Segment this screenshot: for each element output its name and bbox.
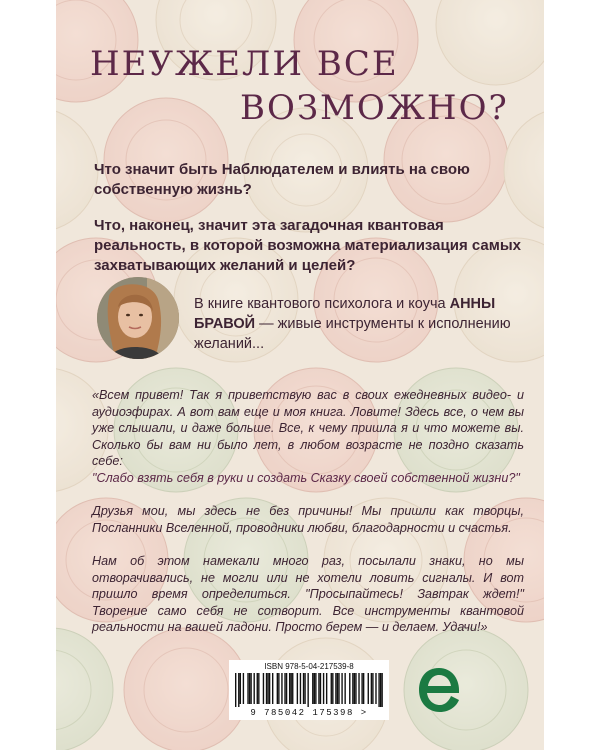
- barcode-bar: [249, 673, 250, 704]
- barcode-bar: [344, 673, 345, 704]
- title-line-1: НЕУЖЕЛИ ВСЕ: [90, 44, 399, 84]
- barcode-bar: [304, 673, 305, 704]
- barcode-bar: [372, 673, 373, 704]
- barcode-bar: [338, 673, 339, 704]
- barcode-bar: [235, 673, 236, 707]
- question-1: Что значит быть Наблюдателем и влиять на свою собственную жизнь?: [94, 161, 470, 198]
- barcode-bar: [332, 673, 333, 704]
- barcode-bar: [380, 673, 381, 707]
- isbn-label: ISBN 978-5-04-217539-8: [264, 662, 354, 671]
- barcode-bar: [269, 673, 270, 704]
- barcode-bars: [235, 673, 383, 707]
- question-2: Что, наконец, значит эта загадочная квантовая реальность, в которой возможна материализация самых захватывающих желаний и целей?: [94, 217, 522, 274]
- barcode-bar: [258, 673, 259, 704]
- book-back-cover: [56, 0, 544, 750]
- barcode-bar: [267, 673, 268, 704]
- barcode-bar: [300, 673, 301, 704]
- barcode-bar: [272, 673, 273, 704]
- barcode-bar: [240, 673, 241, 704]
- barcode-bar: [318, 673, 319, 704]
- barcode-bar: [361, 673, 362, 704]
- eksmo-logo: [417, 665, 461, 715]
- quote: "Слабо взять себя в руки и создать Сказку своей собственной жизни?": [92, 471, 520, 485]
- barcode-bar: [303, 673, 304, 704]
- title-line-2: ВОЗМОЖНО?: [240, 88, 509, 128]
- barcode-bar: [277, 673, 278, 704]
- barcode-bar: [266, 673, 267, 704]
- barcode-bar: [341, 673, 342, 704]
- barcode-bar: [289, 673, 290, 704]
- author-intro: [194, 294, 534, 354]
- paragraph-1: «Всем привет! Так я приветствую вас в своих ежедневных видео- и аудиоэфирах. А вот вам еще и моя книга. Ловите! Здесь все, о чем вы уже слышали, и даже больше. Все, к чему пришла я и что можете вы. Сколько бы вам ни было лет, в любом возрасте не поздно сказать себе:: [92, 388, 524, 468]
- isbn-barcode: [229, 660, 389, 720]
- barcode-bar: [326, 673, 327, 704]
- barcode-bar: [243, 673, 244, 704]
- barcode-bar: [284, 673, 285, 704]
- barcode-bar: [354, 673, 355, 704]
- paragraph-2: Друзья мои, мы здесь не без причины! Мы пришли как творцы, Посланники Вселенной, проводники любви, благодарности и счастья.: [92, 504, 524, 535]
- barcode-bar: [263, 673, 264, 704]
- barcode-bar: [323, 673, 324, 704]
- book-title: [90, 42, 530, 130]
- barcode-bar: [378, 673, 379, 707]
- barcode-bar: [292, 673, 293, 704]
- intro-before: В книге квантового психолога и коуча: [194, 296, 450, 312]
- barcode-bar: [355, 673, 356, 704]
- barcode-bar: [254, 673, 255, 704]
- barcode-bar: [337, 673, 338, 704]
- paragraph-3: Нам об этом намекали много раз, посылали знаки, но мы отворачивались, не могли или не хотели ловить сигналы. И вот пришло время определиться. "Просыпайтесь! Завтрак ждет!" Творение само себя не сотворит. Все инструменты квантовой реальности на вашей ладони. Просто берем — и делаем. Удачи!»: [92, 554, 524, 634]
- barcode-bar: [281, 673, 282, 704]
- barcode-bar: [291, 673, 292, 704]
- barcode-bar: [297, 673, 298, 704]
- barcode-bar: [257, 673, 258, 704]
- barcode-bar: [368, 673, 369, 704]
- barcode-bar: [331, 673, 332, 704]
- barcode-digits: 9 785042 175398 >: [250, 708, 368, 718]
- barcode-bar: [307, 673, 308, 707]
- barcode-bar: [238, 673, 239, 707]
- barcode-bar: [320, 673, 321, 704]
- barcode-bar: [371, 673, 372, 704]
- barcode-bar: [349, 673, 350, 704]
- barcode-bar: [250, 673, 251, 704]
- barcode-bar: [286, 673, 287, 704]
- barcode-bar: [363, 673, 364, 704]
- barcode-bar: [278, 673, 279, 704]
- barcode-bar: [335, 673, 336, 704]
- barcode-bar: [352, 673, 353, 704]
- barcode-bar: [375, 673, 376, 704]
- author-portrait: [97, 277, 179, 359]
- barcode-bar: [247, 673, 248, 704]
- intro-after: — живые инструменты к исполнению желаний...: [194, 316, 511, 352]
- author-name: АННЫ БРАВОЙ: [194, 296, 496, 332]
- barcode-bar: [312, 673, 313, 704]
- barcode-bar: [381, 673, 382, 707]
- barcode-bar: [315, 673, 316, 704]
- barcode-bar: [358, 673, 359, 704]
- barcode-bar: [314, 673, 315, 704]
